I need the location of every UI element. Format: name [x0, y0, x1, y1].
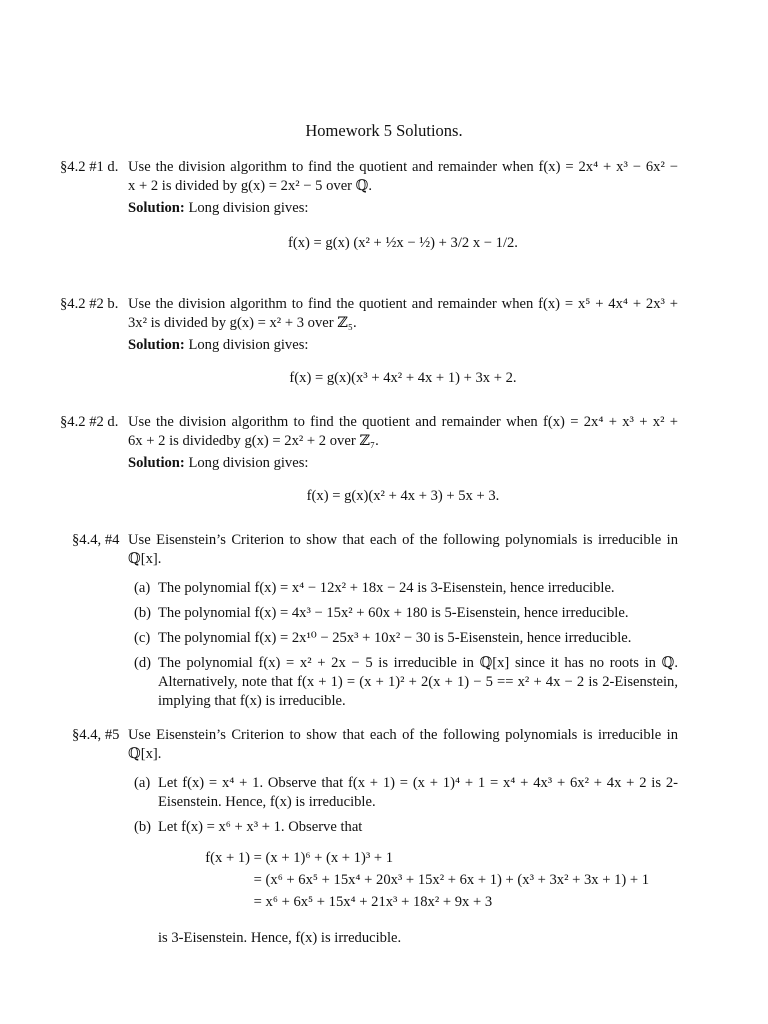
- solution-text: Long division gives:: [188, 337, 309, 353]
- item-list: [128, 579, 678, 711]
- equation-row: [194, 849, 678, 871]
- display-equation: f(x) = g(x)(x³ + 4x² + 4x + 1) + 3x + 2.: [289, 370, 517, 386]
- problem-body: [128, 726, 678, 954]
- problem-statement-line-1: Use the division algorithm to find the quotient and remainder when f(x) = 2x⁴ + x³ − 6x² −: [128, 159, 678, 175]
- list-item: [128, 579, 678, 598]
- problem-label: §4.2 #1 d.: [60, 159, 119, 175]
- item-list: [128, 774, 678, 948]
- solution-line: [128, 336, 678, 355]
- solution-line: [128, 454, 678, 473]
- item-text: The polynomial f(x) = x² + 2x − 5 is irreducible in ℚ[x] since it has no roots in ℚ. Alternatively, note that f(x + 1) = (x + 1)² + 2(x + 1) − 5 == x² + 4x − 2 is 2-Eisenstein, implying that f(x) is irreducible.: [158, 655, 678, 709]
- problem-statement-line-1: Use the division algorithm to find the quotient and remainder when f(x) = 2x⁴ + x³ + x² +: [128, 414, 678, 430]
- problem-label: §4.2 #2 d.: [60, 414, 119, 430]
- item-text: Let f(x) = x⁴ + 1. Observe that f(x + 1) = (x + 1)⁴ + 1 = x⁴ + 4x³ + 6x² + 4x + 2 is 2-Eisenstein. Hence, f(x) is irreducible.: [158, 775, 678, 810]
- solution-text: Long division gives:: [188, 200, 309, 216]
- list-item: [128, 818, 678, 948]
- equation-rhs: = (x + 1)⁶ + (x + 1)³ + 1: [253, 850, 394, 866]
- item-text: The polynomial f(x) = 4x³ − 15x² + 60x + 180 is 5-Eisenstein, hence irreducible.: [158, 605, 629, 621]
- equation-rhs: = x⁶ + 6x⁵ + 15x⁴ + 21x³ + 18x² + 9x + 3: [253, 894, 493, 910]
- problem-statement-line-2: ℚ[x].: [128, 551, 162, 567]
- list-item: [128, 654, 678, 711]
- problem-body: [128, 413, 678, 506]
- problem-body: [128, 295, 678, 388]
- closing-text: is 3-Eisenstein. Hence, f(x) is irreducible.: [158, 930, 402, 946]
- equation-lhs: f(x + 1): [205, 850, 250, 866]
- problem-label: §4.4, #5: [72, 727, 120, 743]
- solution-keyword: Solution:: [128, 337, 185, 353]
- item-label: (b): [134, 819, 152, 835]
- problem-statement-line-1: Use the division algorithm to find the quotient and remainder when f(x) = x⁵ + 4x⁴ + 2x³ +: [128, 296, 678, 312]
- problem-statement-line-1: Use Eisenstein’s Criterion to show that each of the following polynomials is irreducible in: [128, 532, 678, 548]
- item-label: (a): [134, 580, 151, 596]
- equation-row: [194, 893, 678, 915]
- problem-body: [128, 531, 678, 717]
- aligned-equations: [194, 849, 678, 915]
- problem-statement-line-2: x + 2 is divided by g(x) = 2x² − 5 over ℚ.: [128, 178, 373, 194]
- display-equation: f(x) = g(x) (x² + ½x − ½) + 3/2 x − 1/2.: [288, 235, 518, 251]
- problem-statement-line-2: ℚ[x].: [128, 746, 162, 762]
- item-label: (b): [134, 605, 152, 621]
- problem-statement-line-2: 6x + 2 is dividedby g(x) = 2x² + 2 over ℤ₇.: [128, 433, 379, 449]
- equation-row: [194, 871, 678, 893]
- item-text: The polynomial f(x) = 2x¹⁰ − 25x³ + 10x² − 30 is 5-Eisenstein, hence irreducible.: [158, 630, 632, 646]
- solution-keyword: Solution:: [128, 200, 185, 216]
- list-item: [128, 774, 678, 812]
- solution-keyword: Solution:: [128, 455, 185, 471]
- problem-statement-line-1: Use Eisenstein’s Criterion to show that each of the following polynomials is irreducible in: [128, 727, 678, 743]
- list-item: [128, 629, 678, 648]
- item-label: (d): [134, 655, 152, 671]
- equation-rhs: = (x⁶ + 6x⁵ + 15x⁴ + 20x³ + 15x² + 6x + 1) + (x³ + 3x² + 3x + 1) + 1: [253, 872, 650, 888]
- problem-statement-line-2: 3x² is divided by g(x) = x² + 3 over ℤ₅.: [128, 315, 357, 331]
- item-label: (a): [134, 775, 151, 791]
- solution-line: [128, 199, 678, 218]
- item-text: The polynomial f(x) = x⁴ − 12x² + 18x − 24 is 3-Eisenstein, hence irreducible.: [158, 580, 615, 596]
- problem-label: §4.2 #2 b.: [60, 296, 119, 312]
- item-text: Let f(x) = x⁶ + x³ + 1. Observe that: [158, 819, 363, 835]
- problem-label: §4.4, #4: [72, 532, 120, 548]
- list-item: [128, 604, 678, 623]
- problem-body: [128, 158, 678, 253]
- item-label: (c): [134, 630, 151, 646]
- solution-text: Long division gives:: [188, 455, 309, 471]
- page-title: Homework 5 Solutions.: [305, 121, 463, 140]
- display-equation: f(x) = g(x)(x² + 4x + 3) + 5x + 3.: [306, 488, 500, 504]
